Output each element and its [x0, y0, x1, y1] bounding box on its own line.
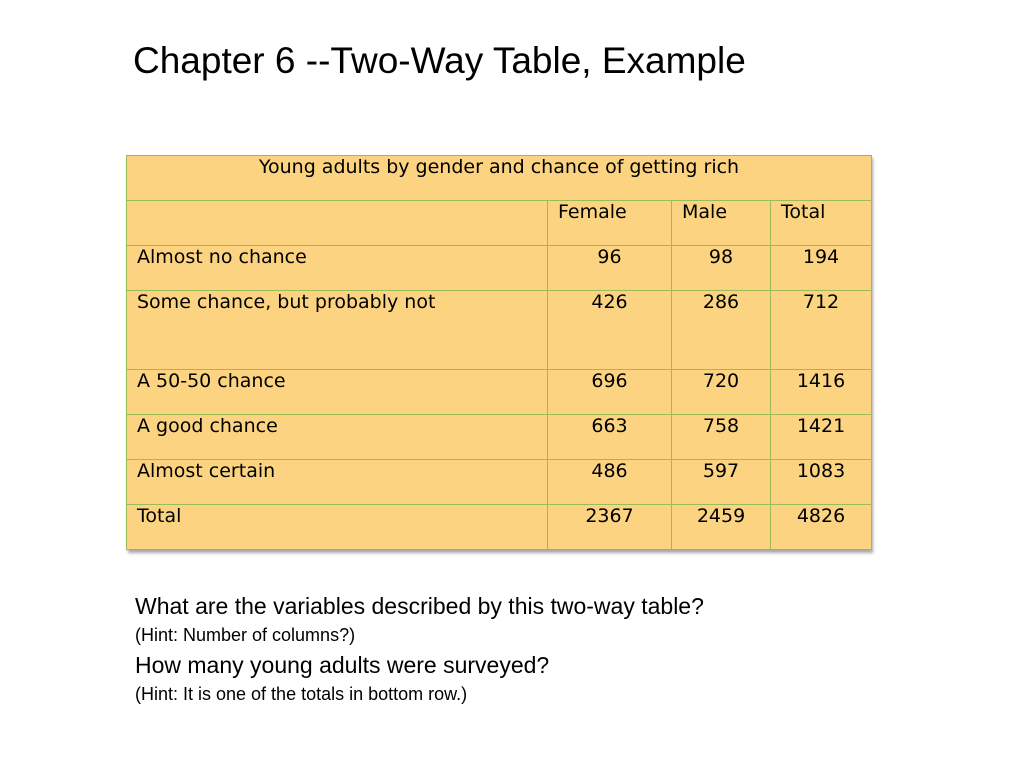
male-value: 597	[672, 460, 771, 505]
table-row	[127, 460, 872, 505]
male-value: 720	[672, 370, 771, 415]
total-value: 1416	[771, 370, 872, 415]
table-header-row	[127, 201, 872, 246]
row-label: A 50-50 chance	[127, 370, 548, 415]
total-value: 1421	[771, 415, 872, 460]
total-value: 1083	[771, 460, 872, 505]
female-value: 96	[548, 246, 672, 291]
table-row	[127, 246, 872, 291]
table-row	[127, 291, 872, 370]
table-caption-row	[127, 156, 872, 201]
question-block	[135, 590, 704, 708]
question-variables: What are the variables described by this two-way table?	[135, 593, 704, 619]
male-value: 98	[672, 246, 771, 291]
header-cell-blank	[127, 201, 548, 246]
header-cell-female: Female	[548, 201, 672, 246]
female-value: 2367	[548, 505, 672, 550]
hint-columns: (Hint: Number of columns?)	[135, 625, 356, 645]
row-label: Almost no chance	[127, 246, 548, 291]
hint-totals: (Hint: It is one of the totals in bottom row.)	[135, 684, 468, 704]
table-row	[127, 415, 872, 460]
row-label: A good chance	[127, 415, 548, 460]
male-value: 286	[672, 291, 771, 370]
two-way-table	[126, 155, 872, 550]
total-value: 194	[771, 246, 872, 291]
row-label: Almost certain	[127, 460, 548, 505]
question-surveyed: How many young adults were surveyed?	[135, 652, 550, 678]
two-way-table-container	[126, 155, 871, 550]
table-total-row	[127, 505, 872, 550]
female-value: 426	[548, 291, 672, 370]
total-value: 712	[771, 291, 872, 370]
table-row	[127, 370, 872, 415]
total-value: 4826	[771, 505, 872, 550]
table-caption: Young adults by gender and chance of getting rich	[127, 156, 872, 201]
row-label: Some chance, but probably not	[127, 291, 548, 370]
male-value: 758	[672, 415, 771, 460]
slide-title: Chapter 6 --Two-Way Table, Example	[133, 40, 746, 81]
row-label: Total	[127, 505, 548, 550]
female-value: 696	[548, 370, 672, 415]
header-cell-male: Male	[672, 201, 771, 246]
header-cell-total: Total	[771, 201, 872, 246]
female-value: 486	[548, 460, 672, 505]
male-value: 2459	[672, 505, 771, 550]
female-value: 663	[548, 415, 672, 460]
